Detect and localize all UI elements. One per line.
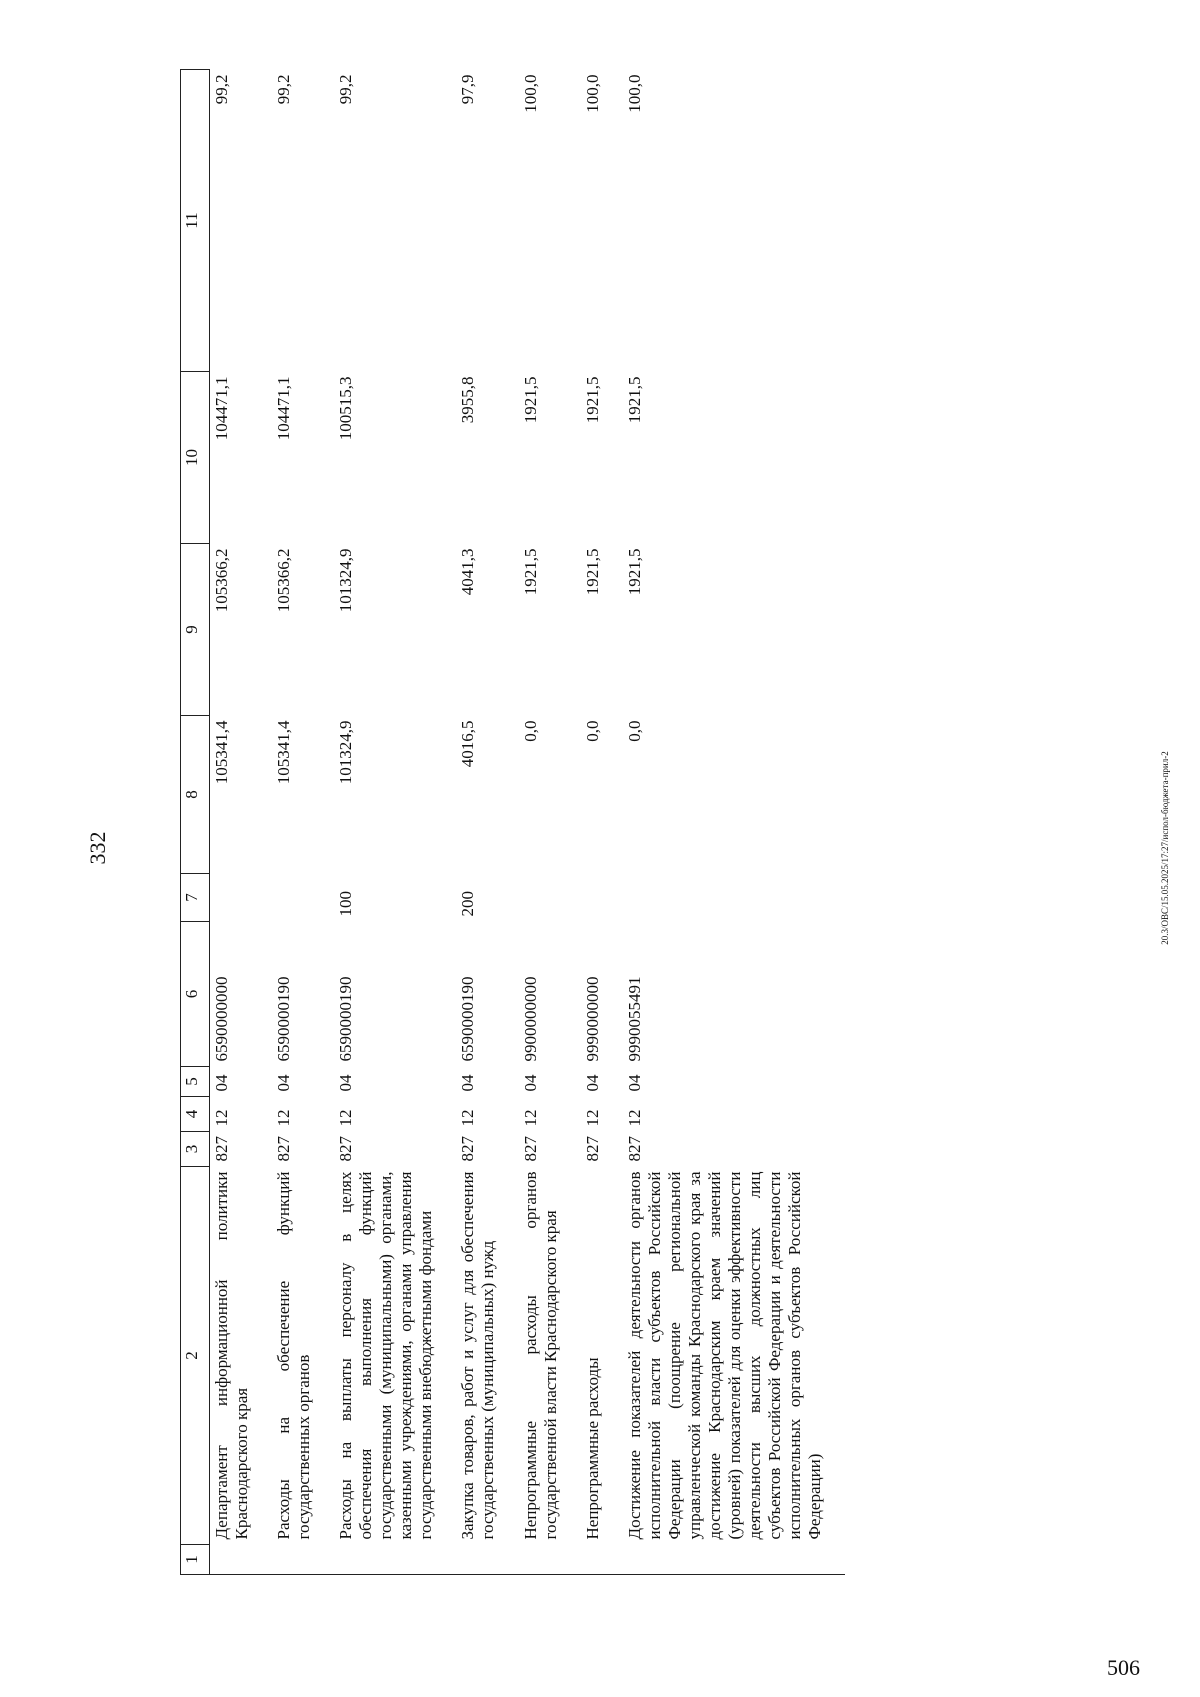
- document-code: 20.3/ОВС/15.05.2025/17:27/испол-бюджета-прил-2: [1160, 751, 1170, 945]
- cell-c2: Закупка товаров, работ и услуг для обеспечения государственных (муниципальных) нужд: [458, 1171, 498, 1540]
- cell-c2: Достижение показателей деятельности органов исполнительной власти субъектов Российской Федерации (поощрение региональной управленческой команды Краснодарского края за достижение Краснодарским краем значений (уровней) показателей для оценки эффективности деятельности высших должностных лиц субъектов Российской Федерации и деятельности исполнительных органов субъектов Российской Федерации): [624, 1171, 825, 1540]
- header-row: [181, 70, 210, 1575]
- cell-c6: 6590000000: [212, 976, 231, 1062]
- cell-c4: 12: [458, 1109, 478, 1127]
- cell-c11: 97,9: [458, 74, 478, 105]
- cell-c9: 1921,5: [582, 548, 602, 596]
- cell-c8: 4016,5: [458, 720, 478, 768]
- cell-c9: 101324,9: [336, 548, 356, 613]
- cell-c8: 0,0: [582, 720, 602, 742]
- cell-c9: 105366,2: [274, 548, 294, 613]
- cell-c10: 1921,5: [520, 376, 540, 424]
- cell-c8: 105341,4: [212, 720, 231, 785]
- cell-c3: 827: [582, 1136, 602, 1162]
- cell-c9: 1921,5: [624, 548, 644, 596]
- cell-c3: 827: [336, 1136, 356, 1162]
- column-header-11: 11: [181, 70, 210, 372]
- cell-c7: [581, 874, 623, 922]
- table-row: [623, 70, 845, 1575]
- cell-c4: 12: [582, 1109, 602, 1127]
- cell-c2: Непрограммные расходы: [582, 1357, 602, 1540]
- cell-c9: 4041,3: [458, 548, 478, 596]
- cell-c10: 1921,5: [624, 376, 644, 424]
- cell-c8: 101324,9: [336, 720, 356, 785]
- cell-c5: 04: [582, 1074, 602, 1092]
- cell-c11: 99,2: [336, 74, 356, 105]
- cell-c11: 99,2: [274, 74, 294, 105]
- cell-c1: [272, 1545, 334, 1575]
- cell-c6: 6590000190: [458, 976, 478, 1062]
- table-row: [272, 70, 334, 1575]
- cell-c5: 04: [520, 1074, 540, 1092]
- page-number-bottom: 506: [1107, 1655, 1140, 1680]
- cell-c1: [334, 1545, 456, 1575]
- cell-c3: 827: [274, 1136, 294, 1162]
- cell-c2: Расходы на обеспечение функций государственных органов: [274, 1171, 314, 1540]
- cell-c3: 827: [520, 1136, 540, 1162]
- cell-c10: 100515,3: [336, 376, 356, 441]
- cell-c7: 200: [458, 891, 478, 917]
- column-header-6: 6: [181, 922, 210, 1067]
- cell-c4: 12: [520, 1109, 540, 1127]
- cell-c7: [519, 874, 581, 922]
- cell-c11: 100,0: [520, 74, 540, 113]
- cell-c9: 105366,2: [212, 548, 231, 613]
- cell-c6: 9990000000: [582, 976, 602, 1062]
- cell-c6: 6590000190: [336, 976, 356, 1062]
- column-header-1: 1: [181, 1545, 210, 1575]
- cell-c8: 0,0: [520, 720, 540, 742]
- cell-c1: [581, 1545, 623, 1575]
- cell-c5: 04: [624, 1074, 644, 1092]
- cell-c11: 100,0: [582, 74, 602, 113]
- cell-c7: [272, 874, 334, 922]
- cell-c4: 12: [212, 1109, 231, 1127]
- cell-c6: 9990055491: [624, 976, 644, 1062]
- cell-c2: Расходы на выплаты персоналу в целях обеспечения выполнения функций государственными (муниципальными) органами, казенными учреждениями, органами управления государственными внебюджетными фондами: [336, 1171, 436, 1540]
- cell-c3: 827: [624, 1136, 644, 1162]
- column-header-7: 7: [181, 874, 210, 922]
- cell-c10: 3955,8: [458, 376, 478, 424]
- cell-c7: [623, 874, 845, 922]
- cell-c8: 105341,4: [274, 720, 294, 785]
- budget-table-container: [180, 70, 940, 1575]
- cell-c7: [210, 874, 273, 922]
- cell-c3: 827: [212, 1136, 231, 1162]
- table-row: [334, 70, 456, 1575]
- cell-c5: 04: [336, 1074, 356, 1092]
- column-header-9: 9: [181, 544, 210, 716]
- cell-c1: [623, 1545, 845, 1575]
- table-row: [456, 70, 518, 1575]
- cell-c6: 6590000190: [274, 976, 294, 1062]
- cell-c4: 12: [624, 1109, 644, 1127]
- column-header-4: 4: [181, 1097, 210, 1132]
- table-row: [519, 70, 581, 1575]
- cell-c2: Непрограммные расходы органов государственной власти Краснодарского края: [520, 1171, 560, 1540]
- cell-c4: 12: [336, 1109, 356, 1127]
- cell-c5: 04: [458, 1074, 478, 1092]
- table-body: [210, 70, 846, 1575]
- cell-c11: 100,0: [624, 74, 644, 113]
- cell-c6: 9900000000: [520, 976, 540, 1062]
- column-header-3: 3: [181, 1132, 210, 1167]
- column-header-8: 8: [181, 716, 210, 874]
- column-header-10: 10: [181, 372, 210, 544]
- table-row: [210, 70, 273, 1575]
- cell-c8: 0,0: [624, 720, 644, 742]
- cell-c10: 1921,5: [582, 376, 602, 424]
- cell-c1: [210, 1545, 273, 1575]
- cell-c10: 104471,1: [274, 376, 294, 441]
- cell-c3: 827: [458, 1136, 478, 1162]
- page-number-top: 332: [85, 831, 110, 865]
- cell-c5: 04: [212, 1074, 231, 1092]
- budget-table: [180, 69, 845, 1575]
- cell-c1: [519, 1545, 581, 1575]
- column-header-5: 5: [181, 1067, 210, 1097]
- cell-c4: 12: [274, 1109, 294, 1127]
- table-row: [581, 70, 623, 1575]
- column-header-2: 2: [181, 1167, 210, 1545]
- cell-c11: 99,2: [212, 74, 231, 105]
- cell-c1: [456, 1545, 518, 1575]
- cell-c5: 04: [274, 1074, 294, 1092]
- cell-c10: 104471,1: [212, 376, 231, 441]
- cell-c7: 100: [336, 891, 356, 917]
- cell-c2: Департамент информационной политики Краснодарского края: [212, 1171, 252, 1540]
- cell-c9: 1921,5: [520, 548, 540, 596]
